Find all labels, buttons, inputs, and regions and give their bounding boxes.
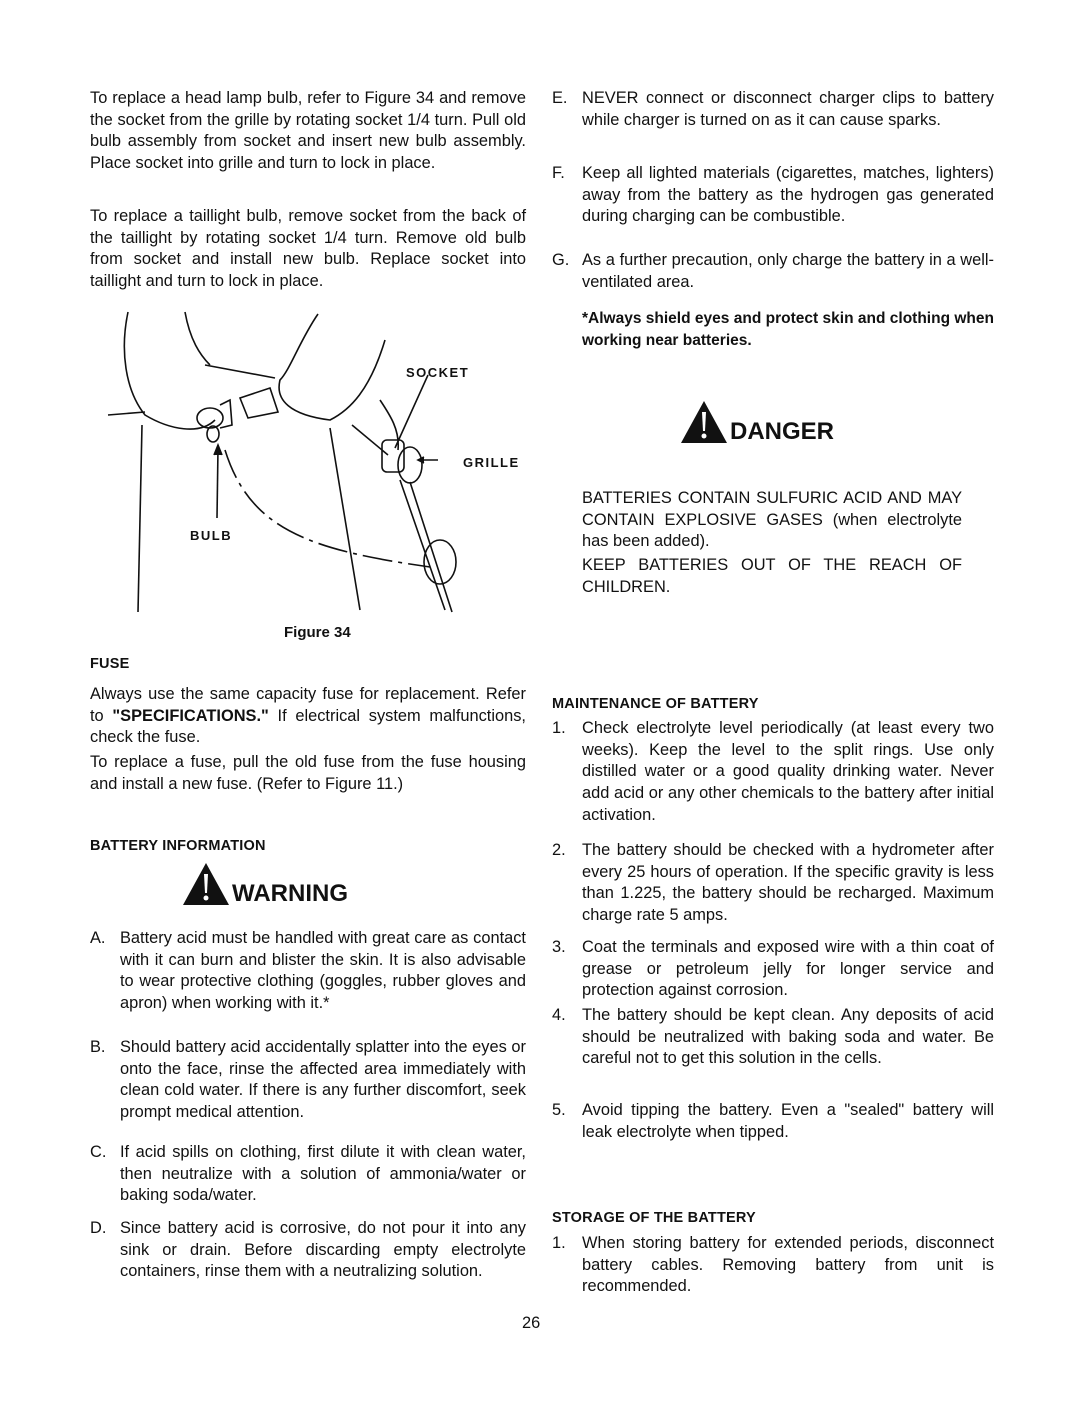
- figure-34: [90, 300, 530, 640]
- item-key: 4.: [552, 1006, 566, 1024]
- item-text: When storing battery for extended periods, disconnect battery cables. Removing battery from unit is recommended.: [582, 1234, 994, 1296]
- page-number: 26: [522, 1314, 541, 1332]
- warning-item-d: [90, 1218, 526, 1283]
- charging-item-e: [552, 88, 994, 131]
- warning-banner: [182, 862, 348, 906]
- item-key: A.: [90, 929, 106, 947]
- item-text: The battery should be checked with a hydrometer after every 25 hours of operation. If the specific gravity is less than 1.225, the battery should be recharged. Maximum charge rate 5 amps.: [582, 841, 994, 925]
- danger-text-1: BATTERIES CONTAIN SULFURIC ACID AND MAY CONTAIN EXPLOSIVE GASES (when electrolyte has been added).: [582, 489, 962, 551]
- item-key: G.: [552, 251, 570, 269]
- danger-text-2: KEEP BATTERIES OUT OF THE REACH OF CHILDREN.: [582, 556, 962, 596]
- maintenance-item-4: [552, 1005, 994, 1070]
- warning-item-c: [90, 1142, 526, 1207]
- item-key: 5.: [552, 1101, 566, 1119]
- headlamp-paragraph: To replace a head lamp bulb, refer to Figure 34 and remove the socket from the grille by rotating socket 1/4 turn. Pull old bulb assembly from socket and insert new bulb assembly. Place socket into grille and turn to lock in place.: [90, 89, 526, 173]
- danger-banner: [680, 400, 834, 444]
- storage-item-1: [552, 1233, 994, 1298]
- figure-caption: Figure 34: [284, 624, 351, 641]
- fuse-text-post: If electrical system malfunctions, check the fuse.: [90, 706, 526, 747]
- item-key: D.: [90, 1219, 107, 1237]
- charging-item-g: [552, 250, 994, 293]
- item-text: NEVER connect or disconnect charger clips to battery while charger is turned on as it can cause sparks.: [582, 89, 994, 129]
- item-text: Check electrolyte level periodically (at least every two weeks). Keep the level to the split rings. Use only distilled water or a good quality drinking water. Never add acid or any other chemicals to the battery after initial activation.: [582, 719, 994, 824]
- item-text: As a further precaution, only charge the battery in a well-ventilated area.: [582, 251, 994, 291]
- fuse-text-pre: Always use the same capacity fuse for replacement. Refer to: [90, 685, 526, 725]
- fuse-paragraph-2: To replace a fuse, pull the old fuse from the fuse housing and install a new fuse. (Refer to Figure 11.): [90, 753, 526, 793]
- safety-note: *Always shield eyes and protect skin and clothing when working near batteries.: [582, 310, 994, 349]
- taillight-paragraph: To replace a taillight bulb, remove socket from the back of the taillight by rotating socket 1/4 turn. Remove old bulb from socket and install new bulb. Replace socket into taillight and turn to lock in place.: [90, 207, 526, 291]
- item-text: Should battery acid accidentally splatter into the eyes or onto the face, rinse the affected area immediately with clean cold water. If there is any further discomfort, seek prompt medical attention.: [120, 1038, 526, 1122]
- item-text: Coat the terminals and exposed wire with a thin coat of grease or petroleum jelly for longer service and protection against corrosion.: [582, 938, 994, 1000]
- warning-item-a: [90, 928, 526, 1015]
- item-text: Keep all lighted materials (cigarettes, matches, lighters) away from the battery as the hydrogen gas generated during charging can be combustible.: [582, 164, 994, 226]
- item-key: F.: [552, 164, 565, 182]
- socket-label: SOCKET: [406, 365, 470, 380]
- maintenance-item-1: [552, 718, 994, 827]
- item-key: 2.: [552, 841, 566, 859]
- warning-label: WARNING: [232, 880, 348, 907]
- maintenance-item-3: [552, 937, 994, 1002]
- danger-triangle-icon: [680, 400, 728, 444]
- warning-triangle-icon: [182, 862, 230, 906]
- item-key: 1.: [552, 719, 566, 737]
- grille-label: GRILLE: [463, 455, 520, 470]
- warning-item-b: [90, 1037, 526, 1124]
- maintenance-heading: MAINTENANCE OF BATTERY: [552, 696, 759, 712]
- item-text: If acid spills on clothing, first dilute it with clean water, then neutralize with a solution of ammonia/water or baking soda/water.: [120, 1143, 526, 1205]
- item-key: 3.: [552, 938, 566, 956]
- specifications-reference: "SPECIFICATIONS.": [112, 706, 269, 725]
- item-key: E.: [552, 89, 568, 107]
- item-key: B.: [90, 1038, 106, 1056]
- fuse-heading: FUSE: [90, 656, 130, 672]
- charging-item-f: [552, 163, 994, 228]
- item-key: 1.: [552, 1234, 566, 1252]
- storage-heading: STORAGE OF THE BATTERY: [552, 1210, 756, 1226]
- item-key: C.: [90, 1143, 107, 1161]
- danger-label: DANGER: [730, 418, 835, 445]
- item-text: The battery should be kept clean. Any deposits of acid should be neutralized with baking soda and water. Be careful not to get this solution in the cells.: [582, 1006, 994, 1068]
- maintenance-item-5: [552, 1100, 994, 1143]
- maintenance-item-2: [552, 840, 994, 927]
- fuse-paragraph-1: [90, 684, 526, 749]
- item-text: Avoid tipping the battery. Even a "sealed" battery will leak electrolyte when tipped.: [582, 1101, 994, 1141]
- bulb-label: BULB: [190, 528, 233, 543]
- item-text: Since battery acid is corrosive, do not pour it into any sink or drain. Before discarding empty electrolyte containers, rinse them with a neutralizing solution.: [120, 1219, 526, 1281]
- battery-information-heading: BATTERY INFORMATION: [90, 838, 266, 854]
- item-text: Battery acid must be handled with great care as contact with it can burn and blister the skin. It is also advisable to wear protective clothing (goggles, rubber gloves and apron) when working with it.*: [120, 929, 526, 1013]
